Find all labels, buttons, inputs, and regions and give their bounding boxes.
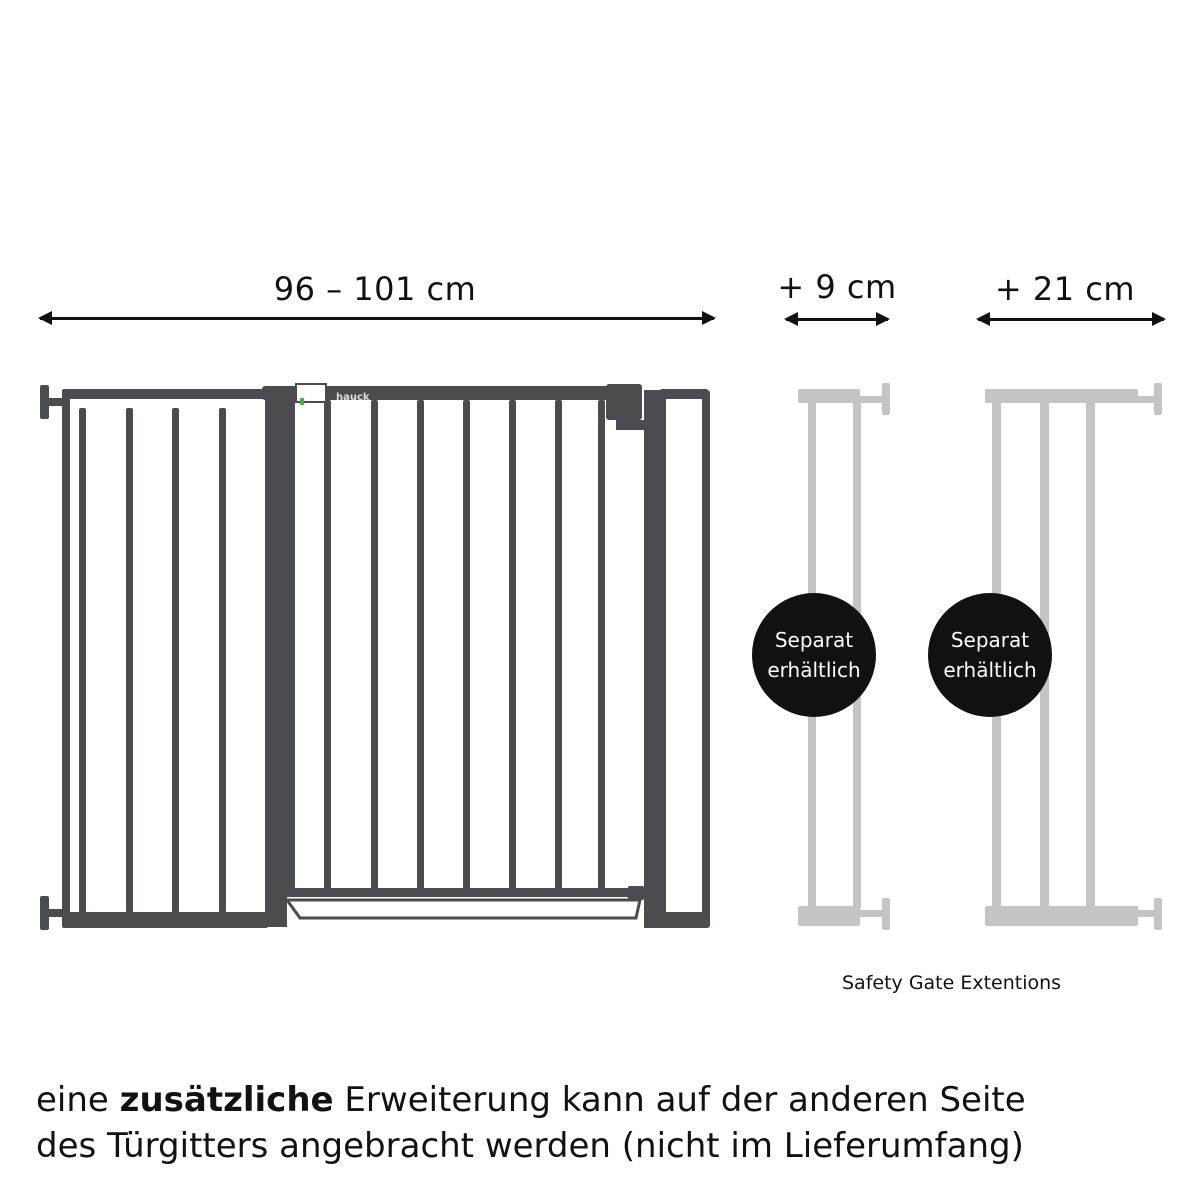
ext-large-screw-top [1136, 383, 1162, 415]
door-bar-5 [509, 400, 516, 890]
separately-available-badge-small [752, 593, 876, 717]
hauck-logo: hauck [336, 392, 370, 403]
main-width-label: 96 – 101 cm [273, 270, 477, 308]
note-line-1 [36, 1080, 1166, 1120]
badge-large-line1: Separat [950, 628, 1030, 652]
pressure-screw-top-left [40, 385, 65, 419]
ext-small-top-rail [798, 389, 860, 403]
ext-small-bottom-rail [798, 906, 860, 926]
ext-small-screw-top [860, 383, 890, 415]
door-bar-1 [324, 400, 331, 890]
ext-large-screw-bottom [1136, 898, 1162, 930]
ext-large-bottom-rail [985, 906, 1138, 926]
extensions-caption: Safety Gate Extentions [842, 972, 1062, 994]
ext-large-post-3 [1086, 400, 1095, 908]
pressure-screw-bottom-left [40, 896, 65, 930]
left-bar-4 [219, 408, 226, 913]
left-bar-3 [172, 408, 179, 913]
separately-available-badge-large [928, 593, 1052, 717]
door-catch-bottom [628, 886, 644, 900]
door-bar-2 [371, 400, 378, 890]
frame-right-bottom-rail [660, 912, 708, 928]
note-line-2: des Türgitters angebracht werden (nicht im Lieferumfang) [36, 1126, 1024, 1166]
frame-top-rail [62, 389, 268, 399]
lock-catch [616, 420, 644, 430]
badge-large-line2: erhältlich [943, 658, 1037, 682]
ext-small-screw-bottom [860, 898, 890, 930]
door-bar-4 [463, 400, 470, 890]
frame-right-top-rail [660, 389, 708, 399]
badge-small-line2: erhältlich [767, 658, 861, 682]
frame-bottom-rail [62, 912, 268, 928]
left-bar-2 [126, 408, 133, 913]
frame-right-outer-post [702, 390, 710, 928]
badge-small-line1: Separat [774, 628, 854, 652]
door-bottom-rail [285, 888, 630, 897]
extension-small-label: + 9 cm [777, 268, 897, 306]
note-line1-before: eine [36, 1080, 109, 1120]
door-bar-7 [598, 400, 605, 890]
main-gate [40, 384, 710, 930]
ext-large-top-rail [985, 389, 1138, 403]
frame-right-post [644, 390, 666, 928]
note-line1-after: Erweiterung kann auf der anderen Seite [344, 1080, 1026, 1120]
door-left-post [285, 395, 295, 897]
frame-left-post [62, 390, 70, 928]
left-bar-1 [79, 408, 86, 913]
threshold-bar [287, 900, 640, 918]
frame-hinge-post [265, 395, 287, 927]
door-bar-6 [555, 400, 562, 890]
hinge-bottom [270, 878, 286, 904]
door-bar-3 [417, 400, 424, 890]
lock-handle [606, 384, 642, 420]
extension-large-label: + 21 cm [994, 270, 1136, 308]
note-line1-bold: zusätzliche [119, 1080, 334, 1120]
lock-indicator [300, 398, 304, 405]
